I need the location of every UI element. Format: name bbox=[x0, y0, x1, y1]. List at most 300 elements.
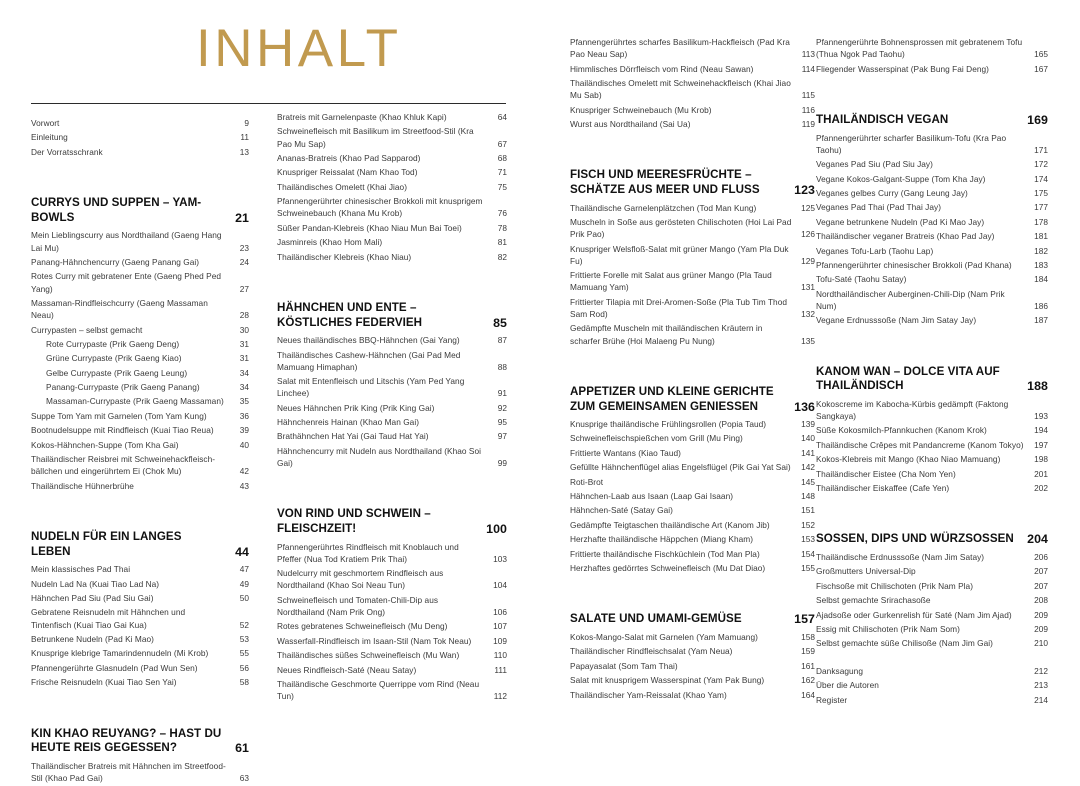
toc-entry-title: Betrunkene Nudeln (Pad Ki Mao) bbox=[31, 633, 154, 644]
toc-section-header[interactable] bbox=[570, 612, 815, 627]
toc-entry-page-number: 78 bbox=[497, 222, 507, 233]
toc-entry-title: Rotes Curry mit gebratener Ente (Gaeng Phed Ped Yang) bbox=[31, 271, 222, 294]
toc-entry-page-number: 142 bbox=[801, 462, 815, 473]
toc-entry-page-number: 175 bbox=[1034, 187, 1048, 198]
toc-entry-page-number: 187 bbox=[1034, 315, 1048, 326]
toc-entry-page-number: 125 bbox=[801, 202, 815, 213]
toc-entry-page-number: 50 bbox=[239, 593, 249, 603]
toc-entry-title: Frische Reisnudeln (Kuai Tiao Sen Yai) bbox=[31, 677, 177, 688]
toc-section-page-number: 61 bbox=[235, 741, 249, 756]
toc-entry-title: Gefüllte Hähnchenflügel alias Engelsflügel (Pik Gai Yat Sai) bbox=[570, 462, 791, 473]
toc-entry[interactable] bbox=[816, 694, 1048, 706]
toc-entry-title: Thailändische Hühnerbrühe bbox=[31, 480, 134, 491]
toc-entry[interactable] bbox=[31, 367, 249, 379]
toc-entry[interactable] bbox=[277, 125, 507, 149]
toc-entry[interactable] bbox=[277, 594, 507, 618]
toc-entry[interactable] bbox=[816, 580, 1048, 592]
toc-entry-title: Thailändische Garnelenplätzchen (Tod Man Kung) bbox=[570, 202, 757, 213]
toc-entry[interactable] bbox=[816, 439, 1048, 451]
toc-entry[interactable] bbox=[816, 132, 1048, 156]
toc-entry[interactable] bbox=[277, 222, 507, 234]
toc-entry-title: Register bbox=[816, 694, 848, 705]
toc-entry-title: Schweinefleischspießchen vom Grill (Mu Ping) bbox=[570, 433, 743, 444]
toc-entry-page-number: 212 bbox=[1034, 665, 1048, 676]
toc-entry[interactable] bbox=[31, 676, 249, 688]
toc-entry-title: Hähnchen-Saté (Satay Gai) bbox=[570, 505, 673, 516]
toc-entry[interactable] bbox=[816, 314, 1048, 326]
toc-entry-title: Pfannengerührter chinesischer Brokkoli (Pad Khana) bbox=[816, 259, 1012, 270]
toc-entry[interactable] bbox=[816, 551, 1048, 563]
toc-entry-page-number: 209 bbox=[1034, 623, 1048, 634]
toc-entry-title: Gedämpfte Teigtaschen thailändische Art (Kanom Jib) bbox=[570, 519, 770, 530]
toc-entry-page-number: 99 bbox=[497, 458, 507, 469]
toc-entry-page-number: 40 bbox=[239, 439, 249, 450]
toc-entry-title: Neues Rindfleisch-Saté (Neau Satay) bbox=[277, 664, 417, 675]
toc-entry[interactable] bbox=[570, 660, 815, 672]
toc-entry-page-number: 165 bbox=[1034, 49, 1048, 60]
toc-entry-title: Thailändischer veganer Bratreis (Khao Pad Jay) bbox=[816, 231, 995, 242]
toc-entry-title: Selbst gemachte Srirachasoße bbox=[816, 595, 931, 606]
toc-entry[interactable] bbox=[31, 410, 249, 422]
toc-entry[interactable] bbox=[816, 565, 1048, 577]
toc-entry[interactable] bbox=[570, 243, 815, 267]
toc-entry-title: Schweinefleisch und Tomaten-Chili-Dip aus Nordthailand (Nam Prik Ong) bbox=[277, 594, 439, 618]
toc-entry[interactable] bbox=[31, 563, 249, 575]
spacer bbox=[31, 494, 249, 514]
toc-entry[interactable] bbox=[277, 416, 507, 428]
toc-entry-title: Mein Lieblingscurry aus Nordthailand (Gaeng Hang Lai Mu) bbox=[31, 230, 222, 253]
toc-entry[interactable] bbox=[570, 689, 815, 701]
toc-entry[interactable] bbox=[570, 645, 815, 657]
toc-section-header[interactable] bbox=[570, 168, 815, 197]
toc-entry-title: Der Vorratsschrank bbox=[31, 146, 103, 157]
toc-entry-title: Kokoscreme im Kabocha-Kürbis gedämpft (Faktong Sangkaya) bbox=[816, 398, 1009, 422]
spacer bbox=[816, 77, 1048, 97]
toc-entry-page-number: 67 bbox=[497, 138, 507, 149]
toc-entry[interactable] bbox=[816, 468, 1048, 480]
toc-entry-page-number: 55 bbox=[239, 648, 249, 659]
toc-entry-page-number: 206 bbox=[1034, 552, 1048, 562]
toc-entry[interactable] bbox=[277, 620, 507, 632]
toc-entry[interactable] bbox=[816, 216, 1048, 228]
toc-entry[interactable] bbox=[570, 432, 815, 444]
toc-section-page-number: 85 bbox=[493, 315, 507, 330]
toc-entry[interactable] bbox=[277, 541, 507, 565]
toc-entry-title: Thailändischer Eiskaffee (Cafe Yen) bbox=[816, 483, 950, 494]
toc-entry-title: Suppe Tom Yam mit Garnelen (Tom Yam Kung) bbox=[31, 410, 207, 421]
toc-entry-title: Herzhaftes gedörrtes Schweinefleisch (Mu Dat Diao) bbox=[570, 563, 766, 573]
toc-entry[interactable] bbox=[570, 118, 815, 130]
toc-entry[interactable] bbox=[31, 117, 249, 129]
toc-entry-title: Thailändischer Bratreis mit Hähnchen im Streetfood-Stil (Khao Pad Gai) bbox=[31, 760, 226, 783]
toc-entry[interactable] bbox=[570, 447, 815, 459]
toc-entry-title: Frittierte Forelle mit Salat aus grüner Mango (Pla Taud Mamuang Yam) bbox=[570, 270, 772, 293]
toc-entry[interactable] bbox=[31, 395, 249, 407]
toc-entry-page-number: 171 bbox=[1034, 144, 1048, 155]
toc-entry[interactable] bbox=[816, 36, 1048, 60]
toc-entry[interactable] bbox=[277, 152, 507, 164]
toc-entry[interactable] bbox=[31, 647, 249, 659]
toc-entry[interactable] bbox=[31, 338, 249, 350]
toc-entry-title: Thailändischer Eistee (Cha Nom Yen) bbox=[816, 468, 956, 479]
toc-entry-page-number: 139 bbox=[801, 419, 815, 430]
toc-entry-title: Einleitung bbox=[31, 132, 68, 143]
toc-entry-page-number: 172 bbox=[1034, 159, 1048, 170]
toc-entry-page-number: 135 bbox=[801, 335, 815, 346]
toc-entry[interactable] bbox=[816, 398, 1048, 422]
toc-entry-page-number: 184 bbox=[1034, 274, 1048, 285]
page-title: INHALT bbox=[196, 19, 402, 78]
toc-entry-title: Vegane Kokos-Galgant-Suppe (Tom Kha Jay) bbox=[816, 173, 986, 184]
toc-entry-title: Panang-Currypaste (Prik Gaeng Panang) bbox=[46, 382, 200, 393]
toc-entry-page-number: 34 bbox=[239, 382, 249, 393]
toc-entry-page-number: 31 bbox=[239, 353, 249, 364]
toc-entry[interactable] bbox=[570, 519, 815, 531]
toc-entry-title: Wurst aus Nordthailand (Sai Ua) bbox=[570, 118, 691, 129]
toc-entry[interactable] bbox=[816, 453, 1048, 465]
toc-section-header[interactable] bbox=[31, 727, 249, 756]
toc-entry[interactable] bbox=[570, 63, 815, 75]
toc-entry-title: Jasminreis (Khao Hom Mali) bbox=[277, 237, 383, 248]
spacer bbox=[570, 132, 815, 152]
toc-entry[interactable] bbox=[277, 111, 507, 123]
toc-entry[interactable] bbox=[277, 251, 507, 263]
toc-entry[interactable] bbox=[277, 195, 507, 219]
toc-entry[interactable] bbox=[816, 637, 1048, 649]
toc-entry-page-number: 47 bbox=[239, 564, 249, 575]
toc-entry[interactable] bbox=[277, 678, 507, 702]
toc-entry-page-number: 42 bbox=[239, 466, 249, 477]
toc-entry-page-number: 178 bbox=[1034, 216, 1048, 227]
toc-entry-title: Mein klassisches Pad Thai bbox=[31, 564, 131, 575]
toc-section-title: FISCH UND MEERESFRÜCHTE – SCHÄTZE AUS MEER UND FLUSS bbox=[570, 168, 760, 196]
toc-entry[interactable] bbox=[277, 664, 507, 676]
toc-entry-title: Thailändisches Omelett (Khai Jiao) bbox=[277, 181, 408, 192]
toc-entry[interactable] bbox=[570, 490, 815, 502]
toc-entry-title: Roti-Brot bbox=[570, 476, 604, 487]
toc-entry[interactable] bbox=[570, 269, 815, 293]
toc-entry-title: Thailändische Crêpes mit Pandancreme (Kanom Tokyo) bbox=[816, 439, 1024, 450]
toc-section-title: VON RIND UND SCHWEIN – FLEISCHZEIT! bbox=[277, 507, 431, 536]
toc-entry-page-number: 28 bbox=[239, 310, 249, 321]
toc-entry-page-number: 116 bbox=[801, 104, 815, 115]
toc-entry[interactable] bbox=[570, 104, 815, 116]
toc-entry[interactable] bbox=[31, 439, 249, 451]
toc-entry[interactable] bbox=[816, 187, 1048, 199]
toc-entry-page-number: 210 bbox=[1034, 638, 1048, 649]
toc-entry-page-number: 39 bbox=[239, 425, 249, 436]
toc-entry-page-number: 63 bbox=[239, 772, 249, 783]
toc-entry-title: Nudeln Lad Na (Kuai Tiao Lad Na) bbox=[31, 578, 160, 589]
toc-entry-title: Hähnchen-Laab aus Isaan (Laap Gai Isaan) bbox=[570, 491, 734, 502]
toc-entry-page-number: 119 bbox=[801, 118, 815, 129]
toc-entry[interactable] bbox=[570, 504, 815, 516]
toc-section-title: HÄHNCHEN UND ENTE – KÖSTLICHES FEDERVIEH bbox=[277, 300, 423, 329]
toc-entry-title: Massaman-Currypaste (Prik Gaeng Massaman) bbox=[46, 396, 224, 407]
toc-entry-title: Papayasalat (Som Tam Thai) bbox=[570, 660, 678, 671]
toc-entry-title: Pfannengerührte Glasnudeln (Pad Wun Sen) bbox=[31, 662, 198, 673]
toc-entry-title: Pfannengerührter chinesischer Brokkoli mit knusprigem Schweinebauch (Khana Mu Krob) bbox=[277, 196, 483, 219]
toc-entry[interactable] bbox=[31, 606, 249, 630]
toc-entry-title: Pfannengerührtes Rindfleisch mit Knoblauch und Pfeffer (Nua Tod Kratiem Prik Thai) bbox=[277, 541, 459, 564]
toc-entry-title: Thailändische Erdnusssoße (Nam Jim Satay) bbox=[816, 552, 985, 562]
toc-entry[interactable] bbox=[570, 418, 815, 430]
toc-section-page-number: 44 bbox=[235, 544, 249, 559]
toc-entry-title: Thailändisches süßes Schweinefleisch (Mu Wan) bbox=[277, 650, 460, 661]
toc-entry[interactable] bbox=[31, 229, 249, 253]
spacer bbox=[570, 349, 815, 369]
toc-entry-page-number: 207 bbox=[1034, 566, 1048, 577]
toc-entry[interactable] bbox=[277, 181, 507, 193]
toc-entry[interactable] bbox=[816, 679, 1048, 691]
toc-entry-page-number: 87 bbox=[497, 335, 507, 346]
toc-entry[interactable] bbox=[570, 548, 815, 560]
toc-entry-page-number: 115 bbox=[801, 90, 815, 101]
toc-entry-page-number: 164 bbox=[801, 689, 815, 700]
toc-entry-page-number: 167 bbox=[1034, 63, 1048, 74]
toc-section-title: CURRYS UND SUPPEN – YAM-BOWLS bbox=[31, 196, 202, 224]
toc-entry-page-number: 13 bbox=[239, 146, 249, 157]
toc-section-page-number: 100 bbox=[486, 522, 507, 537]
toc-entry[interactable] bbox=[816, 482, 1048, 494]
toc-entry-page-number: 23 bbox=[239, 242, 249, 253]
toc-entry-page-number: 141 bbox=[801, 447, 815, 458]
toc-section-page-number: 188 bbox=[1027, 379, 1048, 394]
toc-entry-page-number: 112 bbox=[493, 691, 507, 702]
spacer bbox=[816, 496, 1048, 516]
toc-entry-title: Herzhafte thailändische Häppchen (Miang Kham) bbox=[570, 534, 754, 545]
toc-entry[interactable] bbox=[31, 578, 249, 590]
toc-entry-title: Pfannengerührte Bohnensprossen mit gebratenem Tofu (Thua Ngok Pad Taohu) bbox=[816, 37, 1023, 60]
toc-entry[interactable] bbox=[31, 424, 249, 436]
toc-entry-title: Veganes gelbes Curry (Gang Leung Jay) bbox=[816, 187, 968, 198]
toc-entry[interactable] bbox=[570, 674, 815, 686]
toc-entry-title: Hähnchen Pad Siu (Pad Siu Gai) bbox=[31, 593, 154, 603]
toc-section-page-number: 123 bbox=[794, 182, 815, 197]
toc-entry[interactable] bbox=[816, 424, 1048, 436]
toc-entry-page-number: 155 bbox=[801, 563, 815, 573]
toc-entry-page-number: 129 bbox=[801, 255, 815, 266]
toc-entry[interactable] bbox=[31, 324, 249, 336]
toc-entry-title: Salat mit knusprigem Wasserspinat (Yam Pak Bung) bbox=[570, 675, 765, 686]
toc-entry-title: Thailändisches Cashew-Hähnchen (Gai Pad Med Mamuang Himaphan) bbox=[277, 349, 461, 372]
toc-entry-page-number: 182 bbox=[1034, 245, 1048, 256]
toc-entry-page-number: 88 bbox=[497, 361, 507, 372]
toc-entry-title: Hähnchenreis Hainan (Khao Man Gai) bbox=[277, 417, 420, 428]
toc-entry-title: Wasserfall-Rindfleisch im Isaan-Stil (Nam Tok Neau) bbox=[277, 635, 472, 646]
toc-entry[interactable] bbox=[570, 216, 815, 240]
toc-entry[interactable] bbox=[31, 381, 249, 393]
toc-entry[interactable] bbox=[816, 259, 1048, 271]
toc-entry-page-number: 107 bbox=[493, 621, 507, 632]
toc-entry-page-number: 193 bbox=[1034, 411, 1048, 422]
toc-entry[interactable] bbox=[816, 201, 1048, 213]
toc-entry-page-number: 214 bbox=[1034, 694, 1048, 705]
toc-entry[interactable] bbox=[570, 77, 815, 101]
toc-entry[interactable] bbox=[816, 609, 1048, 621]
spacer bbox=[277, 265, 507, 285]
spacer bbox=[31, 691, 249, 711]
toc-entry[interactable] bbox=[570, 36, 815, 60]
toc-entry-page-number: 213 bbox=[1034, 680, 1048, 691]
toc-entry[interactable] bbox=[277, 236, 507, 248]
toc-entry-title: Vorwort bbox=[31, 118, 60, 128]
toc-section-page-number: 204 bbox=[1027, 532, 1048, 547]
toc-entry[interactable] bbox=[31, 256, 249, 268]
toc-entry-title: Thailändischer Rindfleischsalat (Yam Neua) bbox=[570, 646, 733, 657]
toc-section-page-number: 136 bbox=[794, 399, 815, 414]
toc-entry-page-number: 24 bbox=[239, 256, 249, 267]
toc-entry-page-number: 35 bbox=[239, 396, 249, 407]
toc-entry-page-number: 183 bbox=[1034, 259, 1048, 270]
toc-entry[interactable] bbox=[816, 665, 1048, 677]
toc-entry-page-number: 34 bbox=[239, 367, 249, 378]
toc-entry[interactable] bbox=[31, 453, 249, 477]
toc-entry[interactable] bbox=[570, 631, 815, 643]
toc-entry-page-number: 91 bbox=[497, 388, 507, 399]
toc-entry-page-number: 162 bbox=[801, 675, 815, 686]
toc-entry[interactable] bbox=[31, 352, 249, 364]
toc-entry[interactable] bbox=[277, 166, 507, 178]
toc-entry-title: Frittierte Wantans (Kiao Taud) bbox=[570, 447, 681, 458]
toc-entry-page-number: 145 bbox=[801, 476, 815, 487]
toc-entry[interactable] bbox=[31, 480, 249, 492]
toc-entry[interactable] bbox=[570, 533, 815, 545]
toc-entry-title: Himmlisches Dörrfleisch vom Rind (Neau Sawan) bbox=[570, 63, 754, 74]
toc-entry[interactable] bbox=[277, 567, 507, 591]
toc-entry[interactable] bbox=[31, 270, 249, 294]
toc-entry-title: Brathähnchen Hat Yai (Gai Taud Hat Yai) bbox=[277, 431, 429, 442]
toc-entry[interactable] bbox=[277, 649, 507, 661]
spacer bbox=[570, 576, 815, 596]
toc-entry-title: Veganes Tofu-Larb (Taohu Lap) bbox=[816, 245, 934, 256]
toc-entry[interactable] bbox=[570, 296, 815, 320]
toc-entry[interactable] bbox=[816, 288, 1048, 312]
toc-entry-title: Veganes Pad Siu (Pad Siu Jay) bbox=[816, 159, 933, 170]
toc-entry-page-number: 198 bbox=[1034, 454, 1048, 465]
toc-entry[interactable] bbox=[31, 592, 249, 604]
toc-section-title: KANOM WAN – DOLCE VITA AUF THAILÄNDISCH bbox=[816, 364, 1000, 393]
toc-section-page-number: 157 bbox=[794, 612, 815, 627]
toc-entry[interactable] bbox=[570, 461, 815, 473]
toc-entry[interactable] bbox=[816, 594, 1048, 606]
spacer bbox=[816, 329, 1048, 349]
toc-section-header[interactable] bbox=[570, 385, 815, 414]
toc-entry-title: Essig mit Chilischoten (Prik Nam Som) bbox=[816, 623, 960, 634]
toc-entry-page-number: 202 bbox=[1034, 483, 1048, 494]
toc-entry-title: Frittierte thailändische Fischküchlein (Tod Man Pla) bbox=[570, 548, 760, 559]
toc-entry-title: Fischsoße mit Chilischoten (Prik Nam Pla) bbox=[816, 580, 974, 591]
toc-column-2 bbox=[277, 0, 507, 705]
toc-entry-page-number: 97 bbox=[497, 431, 507, 442]
toc-section-header[interactable] bbox=[816, 113, 1048, 128]
toc-entry-page-number: 106 bbox=[493, 607, 507, 618]
spacer bbox=[277, 471, 507, 491]
toc-entry-title: Salat mit Entenfleisch und Litschis (Yam Ped Yang Linchee) bbox=[277, 376, 465, 399]
toc-section-title: APPETIZER UND KLEINE GERICHTE ZUM GEMEINSAMEN GENIESSEN bbox=[570, 384, 774, 413]
toc-entry-page-number: 76 bbox=[497, 208, 507, 219]
toc-entry[interactable] bbox=[816, 173, 1048, 185]
toc-entry-title: Bratreis mit Garnelenpaste (Khao Khluk Kapi) bbox=[277, 112, 447, 122]
toc-entry-page-number: 75 bbox=[497, 181, 507, 192]
toc-entry[interactable] bbox=[277, 375, 507, 399]
toc-entry[interactable] bbox=[31, 131, 249, 143]
toc-entry[interactable] bbox=[570, 202, 815, 214]
toc-entry[interactable] bbox=[31, 633, 249, 645]
toc-entry-page-number: 131 bbox=[801, 282, 815, 293]
toc-entry-title: Kokos-Klebreis mit Mango (Khao Niao Mamuang) bbox=[816, 454, 1001, 465]
toc-entry[interactable] bbox=[570, 562, 815, 574]
toc-entry-page-number: 111 bbox=[494, 664, 507, 675]
toc-entry-title: Knuspriger Reissalat (Nam Khao Tod) bbox=[277, 167, 418, 178]
toc-entry-page-number: 174 bbox=[1034, 173, 1048, 184]
toc-entry-title: Knuspriger Welsfloß-Salat mit grüner Mango (Yam Pla Duk Fu) bbox=[570, 243, 789, 266]
toc-entry-page-number: 140 bbox=[801, 433, 815, 444]
toc-entry[interactable] bbox=[31, 760, 249, 784]
toc-entry[interactable] bbox=[816, 245, 1048, 257]
toc-entry[interactable] bbox=[277, 402, 507, 414]
toc-entry-page-number: 110 bbox=[493, 650, 507, 661]
toc-entry[interactable] bbox=[31, 662, 249, 674]
toc-section-header[interactable] bbox=[277, 507, 507, 536]
toc-section-page-number: 169 bbox=[1027, 112, 1048, 127]
toc-entry-title: Fliegender Wasserspinat (Pak Bung Fai Deng) bbox=[816, 63, 989, 74]
toc-entry-page-number: 201 bbox=[1034, 468, 1048, 479]
toc-entry[interactable] bbox=[816, 230, 1048, 242]
toc-entry-title: Vegane betrunkene Nudeln (Pad Ki Mao Jay) bbox=[816, 216, 985, 227]
toc-section-header[interactable] bbox=[277, 301, 507, 330]
toc-entry-title: Currypasten – selbst gemacht bbox=[31, 324, 143, 335]
toc-entry-page-number: 52 bbox=[239, 619, 249, 630]
toc-entry[interactable] bbox=[31, 146, 249, 158]
spacer bbox=[31, 160, 249, 180]
toc-entry-title: Hähnchencurry mit Nudeln aus Nordthailand (Khao Soi Gai) bbox=[277, 445, 482, 469]
toc-section-header[interactable] bbox=[31, 196, 249, 225]
toc-entry[interactable] bbox=[816, 623, 1048, 635]
toc-entry-page-number: 31 bbox=[239, 338, 249, 349]
toc-entry[interactable] bbox=[277, 334, 507, 346]
toc-entry[interactable] bbox=[277, 445, 507, 469]
toc-entry-title: Massaman-Rindfleischcurry (Gaeng Massaman Neau) bbox=[31, 297, 208, 321]
toc-section-header[interactable] bbox=[816, 532, 1048, 547]
toc-entry[interactable] bbox=[816, 273, 1048, 285]
toc-entry-page-number: 81 bbox=[497, 237, 507, 248]
toc-entry-title: Thailändisches Omelett mit Schweinehackfleisch (Khai Jiao Mu Sab) bbox=[570, 77, 791, 101]
toc-entry-page-number: 114 bbox=[801, 63, 815, 74]
toc-entry-page-number: 82 bbox=[497, 251, 507, 262]
toc-entry[interactable] bbox=[570, 476, 815, 488]
toc-entry-title: Thailändischer Klebreis (Khao Niau) bbox=[277, 251, 412, 262]
toc-entry-page-number: 151 bbox=[801, 505, 815, 516]
toc-section-header[interactable] bbox=[31, 530, 249, 559]
toc-entry[interactable] bbox=[277, 635, 507, 647]
toc-entry-title: Über die Autoren bbox=[816, 680, 879, 691]
toc-entry-page-number: 207 bbox=[1034, 580, 1048, 591]
toc-section-page-number: 21 bbox=[235, 210, 249, 225]
toc-entry[interactable] bbox=[31, 297, 249, 321]
toc-entry-page-number: 103 bbox=[493, 553, 507, 564]
toc-entry-title: Kokos-Hähnchen-Suppe (Tom Kha Gai) bbox=[31, 439, 179, 450]
toc-entry-title: Nordthailändischer Auberginen-Chili-Dip (Nam Prik Num) bbox=[816, 288, 1005, 311]
toc-entry[interactable] bbox=[277, 430, 507, 442]
toc-entry[interactable] bbox=[816, 63, 1048, 75]
toc-section-header[interactable] bbox=[816, 365, 1048, 394]
toc-entry[interactable] bbox=[277, 349, 507, 373]
toc-entry-title: Knusprige klebrige Tamarindennudeln (Mi Krob) bbox=[31, 648, 209, 659]
toc-entry-title: Selbst gemachte süße Chilisoße (Nam Jim Gai) bbox=[816, 638, 993, 649]
toc-entry[interactable] bbox=[570, 322, 815, 346]
toc-entry[interactable] bbox=[816, 158, 1048, 170]
